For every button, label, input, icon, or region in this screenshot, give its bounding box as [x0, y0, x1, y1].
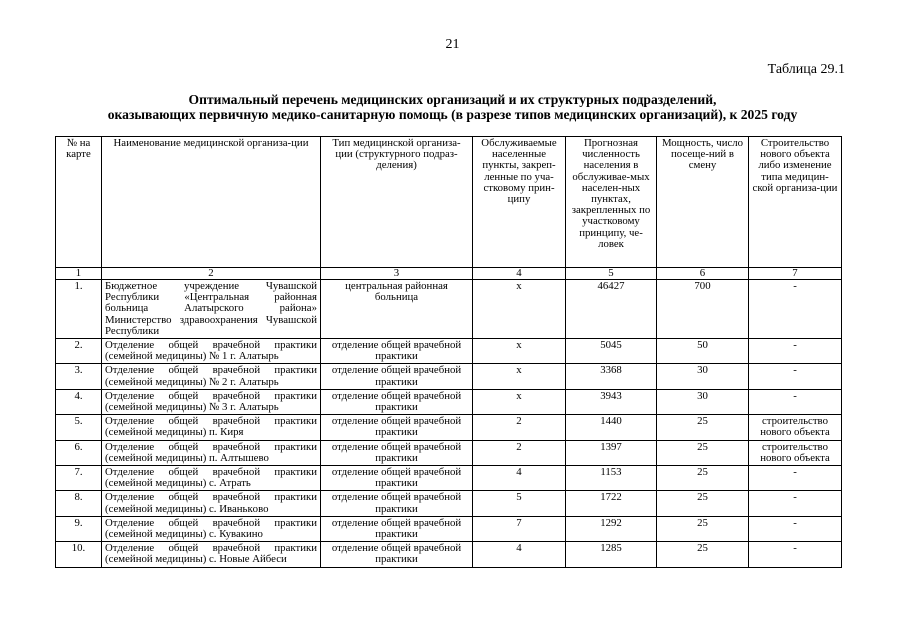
- served-points: х: [473, 364, 566, 389]
- construction: -: [749, 280, 842, 339]
- row-number: 3.: [56, 364, 102, 389]
- org-name: Отделение общей врачебной практики (семейной медицины) с. Иванькoво: [102, 491, 321, 516]
- table-row: [56, 542, 842, 567]
- org-type: отделение общей врачебной практики: [321, 542, 473, 567]
- construction: -: [749, 491, 842, 516]
- org-type: отделение общей врачебной практики: [321, 491, 473, 516]
- row-number: 9.: [56, 516, 102, 541]
- org-type: отделение общей врачебной практики: [321, 389, 473, 414]
- header-served-points: Обслуживаемые населенные пункты, закреп-ленные по уча-стковому прин-ципу: [473, 137, 566, 268]
- org-name: Отделение общей врачебной практики (семейной медицины) с. Кувакино: [102, 516, 321, 541]
- served-points: 4: [473, 542, 566, 567]
- org-type: центральная районная больница: [321, 280, 473, 339]
- header-construction: Строительство нового объекта либо изменение типа медицин-ской организа-ции: [749, 137, 842, 268]
- org-type: отделение общей врачебной практики: [321, 339, 473, 364]
- table-row: [56, 466, 842, 491]
- served-points: х: [473, 339, 566, 364]
- org-type: отделение общей врачебной практики: [321, 466, 473, 491]
- construction: -: [749, 339, 842, 364]
- header-map-number: № на карте: [56, 137, 102, 268]
- construction: -: [749, 466, 842, 491]
- table-row: [56, 415, 842, 440]
- construction: -: [749, 389, 842, 414]
- population: 46427: [566, 280, 657, 339]
- table-row: [56, 491, 842, 516]
- table-row: [56, 339, 842, 364]
- served-points: 5: [473, 491, 566, 516]
- org-type: отделение общей врачебной практики: [321, 415, 473, 440]
- served-points: 2: [473, 440, 566, 465]
- column-number: 1: [56, 268, 102, 280]
- population: 1292: [566, 516, 657, 541]
- construction: -: [749, 542, 842, 567]
- column-number: 7: [749, 268, 842, 280]
- population: 5045: [566, 339, 657, 364]
- served-points: х: [473, 280, 566, 339]
- capacity: 30: [657, 389, 749, 414]
- org-name: Отделение общей врачебной практики (семейной медицины) с. Атрать: [102, 466, 321, 491]
- org-name: Отделение общей врачебной практики (семейной медицины) с. Новые Айбеси: [102, 542, 321, 567]
- capacity: 25: [657, 491, 749, 516]
- capacity: 25: [657, 415, 749, 440]
- population: 3368: [566, 364, 657, 389]
- capacity: 25: [657, 516, 749, 541]
- header-row: [56, 137, 842, 268]
- capacity: 25: [657, 440, 749, 465]
- capacity: 700: [657, 280, 749, 339]
- page-number: 21: [445, 37, 460, 52]
- org-type: отделение общей врачебной практики: [321, 440, 473, 465]
- row-number: 6.: [56, 440, 102, 465]
- organizations-table: [55, 136, 842, 568]
- population: 3943: [566, 389, 657, 414]
- served-points: х: [473, 389, 566, 414]
- column-number: 3: [321, 268, 473, 280]
- population: 1397: [566, 440, 657, 465]
- population: 1153: [566, 466, 657, 491]
- row-number: 4.: [56, 389, 102, 414]
- capacity: 50: [657, 339, 749, 364]
- capacity: 30: [657, 364, 749, 389]
- org-name: Отделение общей врачебной практики (семейной медицины) п. Алтышево: [102, 440, 321, 465]
- population: 1440: [566, 415, 657, 440]
- org-type: отделение общей врачебной практики: [321, 364, 473, 389]
- column-number: 5: [566, 268, 657, 280]
- construction: -: [749, 516, 842, 541]
- column-number: 2: [102, 268, 321, 280]
- org-name: Отделение общей врачебной практики (семейной медицины) № 3 г. Алатырь: [102, 389, 321, 414]
- table-row: [56, 516, 842, 541]
- served-points: 7: [473, 516, 566, 541]
- table-row: [56, 364, 842, 389]
- table-row: [56, 280, 842, 339]
- header-population: Прогнозная численность населения в обслуживае-мых населен-ных пунктах, закрепленных по участковому принципу, че-ловек: [566, 137, 657, 268]
- column-number: 4: [473, 268, 566, 280]
- population: 1285: [566, 542, 657, 567]
- org-name: Отделение общей врачебной практики (семейной медицины) п. Киря: [102, 415, 321, 440]
- title-line-2: оказывающих первичную медико-санитарную помощь (в разрезе типов медицинских организаций), к 2025 году: [107, 107, 798, 122]
- column-number: 6: [657, 268, 749, 280]
- table-row: [56, 440, 842, 465]
- construction: -: [749, 364, 842, 389]
- population: 1722: [566, 491, 657, 516]
- column-number-row: [56, 268, 842, 280]
- construction: строительство нового объекта: [749, 440, 842, 465]
- header-capacity: Мощность, число посеще-ний в смену: [657, 137, 749, 268]
- org-name: Бюджетное учреждение Чувашской Республики «Центральная районная больница Алатырского района» Министерство здравоохранения Чувашской Республики: [102, 280, 321, 339]
- row-number: 7.: [56, 466, 102, 491]
- row-number: 8.: [56, 491, 102, 516]
- header-org-type: Тип медицинской организа-ции (структурного подраз-деления): [321, 137, 473, 268]
- table-label: Таблица 29.1: [767, 62, 845, 77]
- title-line-1: Оптимальный перечень медицинских организаций и их структурных подразделений,: [188, 92, 717, 107]
- served-points: 4: [473, 466, 566, 491]
- org-name: Отделение общей врачебной практики (семейной медицины) № 2 г. Алатырь: [102, 364, 321, 389]
- row-number: 10.: [56, 542, 102, 567]
- construction: строительство нового объекта: [749, 415, 842, 440]
- row-number: 1.: [56, 280, 102, 339]
- org-name: Отделение общей врачебной практики (семейной медицины) № 1 г. Алатырь: [102, 339, 321, 364]
- document-title: [60, 92, 845, 122]
- header-org-name: Наименование медицинской организа-ции: [102, 137, 321, 268]
- table-row: [56, 389, 842, 414]
- row-number: 5.: [56, 415, 102, 440]
- row-number: 2.: [56, 339, 102, 364]
- org-type: отделение общей врачебной практики: [321, 516, 473, 541]
- capacity: 25: [657, 466, 749, 491]
- served-points: 2: [473, 415, 566, 440]
- capacity: 25: [657, 542, 749, 567]
